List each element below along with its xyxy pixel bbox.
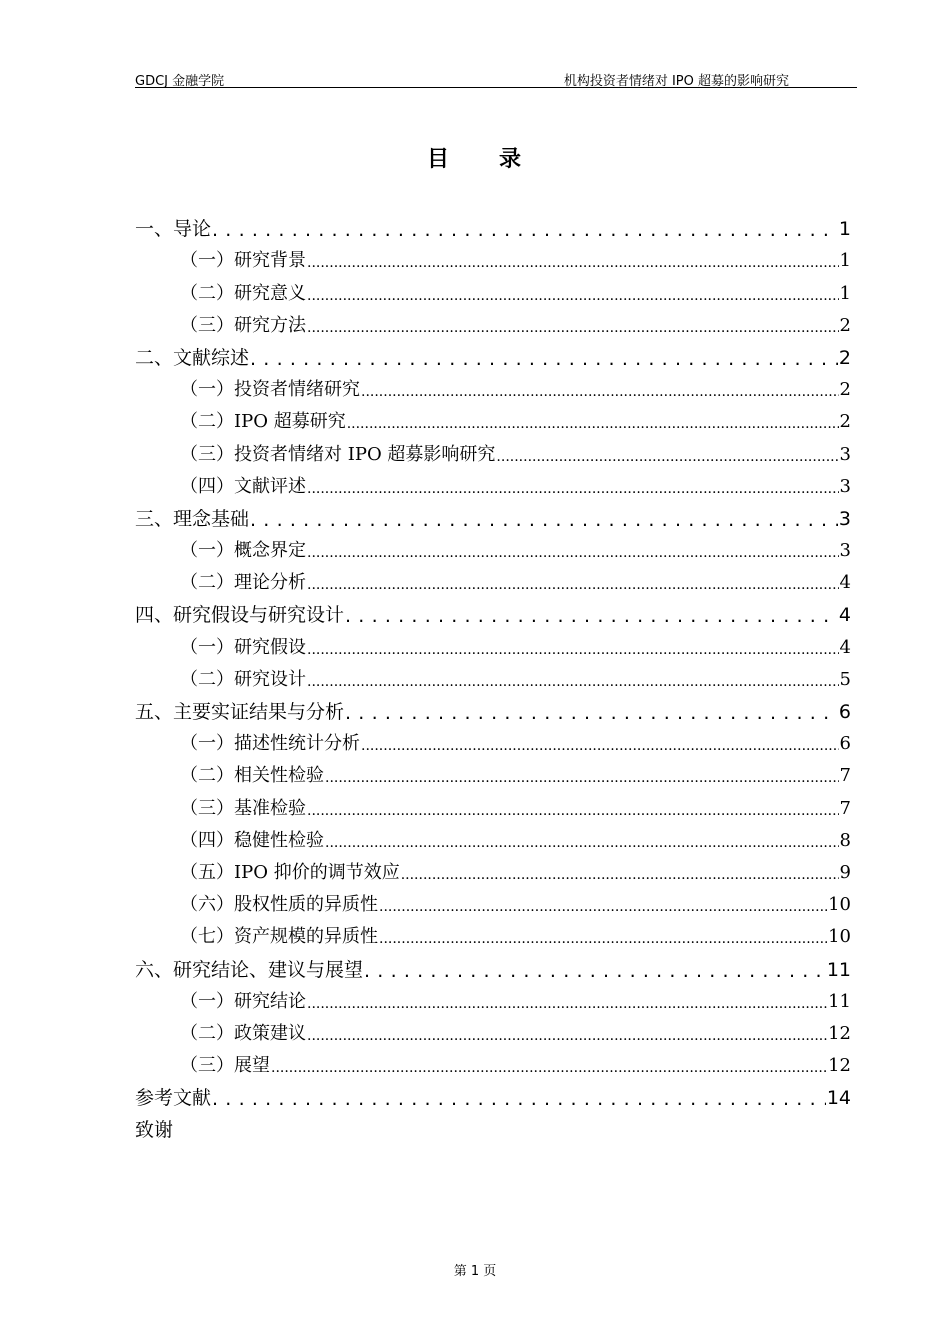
header-thesis-title: 机构投资者情绪对 IPO 超募的影响研究 [563, 74, 789, 89]
toc-page-number: 2 [839, 411, 851, 433]
toc-page-number: 12 [828, 1022, 851, 1044]
toc-entry-label: 致谢 [135, 1119, 174, 1142]
toc-page-number: 4 [839, 636, 851, 658]
toc-page-number: 2 [838, 346, 851, 369]
toc-entry-label: （四）稳健性检验 [180, 829, 324, 851]
page-header [135, 68, 857, 88]
toc-dot-leader [271, 1059, 827, 1077]
toc-dot-leader [364, 962, 826, 981]
toc-entry-label: （二）IPO 超募研究 [180, 411, 346, 433]
toc-page-number: 1 [838, 218, 851, 241]
toc-page-number: 3 [839, 475, 851, 497]
toc-section-entry[interactable] [135, 787, 851, 819]
toc-entry-label: 六、研究结论、建议与展望 [135, 958, 364, 981]
toc-entry-label: （一）描述性统计分析 [180, 733, 360, 755]
toc-dot-leader [361, 383, 839, 401]
toc-entry-label: （一）研究背景 [180, 250, 306, 272]
toc-page-number: 10 [828, 926, 851, 948]
toc-chapter-entry[interactable] [135, 594, 851, 626]
toc-dot-leader [307, 480, 839, 498]
toc-dot-leader [345, 607, 838, 626]
toc-entry-label: （三）投资者情绪对 IPO 超募影响研究 [180, 443, 496, 465]
toc-chapter-entry[interactable] [135, 337, 851, 369]
toc-page-number: 3 [838, 507, 851, 530]
toc-dot-leader [212, 221, 838, 240]
toc-dot-leader [307, 673, 839, 691]
toc-section-entry[interactable] [135, 755, 851, 787]
toc-page-number: 7 [839, 765, 851, 787]
toc-section-entry[interactable] [135, 723, 851, 755]
toc-dot-leader [401, 866, 839, 884]
toc-page-number: 14 [826, 1087, 851, 1110]
toc-dot-leader [307, 1027, 827, 1045]
toc-section-entry[interactable] [135, 820, 851, 852]
toc-dot-leader [307, 287, 839, 305]
toc-chapter-entry[interactable] [135, 1077, 851, 1109]
toc-entry-label: （二）相关性检验 [180, 765, 324, 787]
toc-entry-label: 一、导论 [135, 218, 212, 241]
toc-page-number: 5 [839, 668, 851, 690]
toc-dot-leader [345, 704, 838, 723]
toc-dot-leader [379, 898, 827, 916]
toc-entry-label: 参考文献 [135, 1087, 212, 1110]
toc-entry-label: （一）研究结论 [180, 990, 306, 1012]
toc-entry-label: 四、研究假设与研究设计 [135, 604, 345, 627]
toc-page-number: 11 [828, 990, 851, 1012]
toc-page-number: 1 [839, 250, 851, 272]
toc-dot-leader [250, 350, 838, 369]
toc-dot-leader [307, 319, 839, 337]
page-footer: 第 1 页 [453, 1264, 497, 1279]
toc-page-number: 12 [828, 1055, 851, 1077]
toc-chapter-entry[interactable] [135, 498, 851, 530]
toc-page-number: 9 [839, 861, 851, 883]
toc-dot-leader [250, 511, 838, 530]
toc-section-entry[interactable] [135, 530, 851, 562]
toc-entry-label: （二）研究意义 [180, 282, 306, 304]
toc-dot-leader [307, 254, 839, 272]
toc-entry-label: （三）展望 [180, 1055, 270, 1077]
toc-entry-label: （一）概念界定 [180, 540, 306, 562]
toc-chapter-entry[interactable] [135, 208, 851, 240]
toc-entry-label: 二、文献综述 [135, 346, 250, 369]
toc-section-entry[interactable] [135, 852, 851, 884]
toc-section-entry[interactable] [135, 433, 851, 465]
toc-section-entry[interactable] [135, 981, 851, 1013]
toc-dot-leader [212, 1090, 826, 1109]
toc-entry-label: （二）政策建议 [180, 1022, 306, 1044]
table-of-contents [135, 208, 851, 1141]
toc-page-number: 4 [839, 572, 851, 594]
toc-chapter-entry[interactable] [135, 691, 851, 723]
toc-entry-label: （二）研究设计 [180, 668, 306, 690]
toc-page-number: 3 [839, 443, 851, 465]
toc-title: 目 录 [426, 147, 523, 172]
toc-section-entry[interactable] [135, 305, 851, 337]
toc-section-entry[interactable] [135, 401, 851, 433]
toc-section-entry[interactable] [135, 626, 851, 658]
toc-page-number: 4 [838, 604, 851, 627]
toc-dot-leader [325, 769, 839, 787]
toc-entry-label: （二）理论分析 [180, 572, 306, 594]
toc-section-entry[interactable] [135, 562, 851, 594]
toc-entry-label: （五）IPO 抑价的调节效应 [180, 861, 400, 883]
toc-entry-label: （一）研究假设 [180, 636, 306, 658]
toc-section-entry[interactable] [135, 369, 851, 401]
toc-page-number: 1 [839, 282, 851, 304]
toc-section-entry[interactable] [135, 1013, 851, 1045]
toc-dot-leader [379, 930, 827, 948]
toc-dot-leader [307, 641, 839, 659]
toc-page-number: 3 [839, 540, 851, 562]
toc-page-number: 6 [839, 733, 851, 755]
toc-entry-label: （四）文献评述 [180, 475, 306, 497]
toc-section-entry[interactable] [135, 1045, 851, 1077]
toc-dot-leader [174, 1122, 850, 1141]
toc-page-number: 10 [828, 894, 851, 916]
toc-page-number: 2 [839, 379, 851, 401]
toc-dot-leader [361, 737, 839, 755]
toc-dot-leader [496, 448, 838, 466]
toc-page-number: 6 [838, 701, 851, 723]
toc-dot-leader [307, 544, 839, 562]
toc-entry-label: （六）股权性质的异质性 [180, 894, 378, 916]
toc-dot-leader [307, 802, 839, 820]
toc-page-number: 11 [826, 958, 851, 981]
toc-dot-leader [347, 415, 839, 433]
toc-section-entry[interactable] [135, 466, 851, 498]
toc-section-entry[interactable] [135, 240, 851, 272]
toc-section-entry[interactable] [135, 659, 851, 691]
toc-section-entry[interactable] [135, 884, 851, 916]
toc-chapter-entry[interactable] [135, 1109, 851, 1141]
toc-section-entry[interactable] [135, 916, 851, 948]
toc-entry-label: 三、理念基础 [135, 507, 250, 530]
toc-entry-label: （一）投资者情绪研究 [180, 379, 360, 401]
toc-entry-label: （七）资产规模的异质性 [180, 926, 378, 948]
toc-dot-leader [307, 576, 839, 594]
toc-page-number: 8 [839, 829, 851, 851]
toc-entry-label: （三）基准检验 [180, 797, 306, 819]
toc-chapter-entry[interactable] [135, 948, 851, 980]
toc-entry-label: 五、主要实证结果与分析 [135, 701, 345, 723]
header-institution: GDCJ 金融学院 [135, 74, 225, 89]
toc-page-number: 7 [839, 797, 851, 819]
toc-entry-label: （三）研究方法 [180, 314, 306, 336]
toc-page-number: 2 [839, 314, 851, 336]
toc-dot-leader [325, 834, 839, 852]
toc-section-entry[interactable] [135, 272, 851, 304]
toc-dot-leader [307, 995, 827, 1013]
